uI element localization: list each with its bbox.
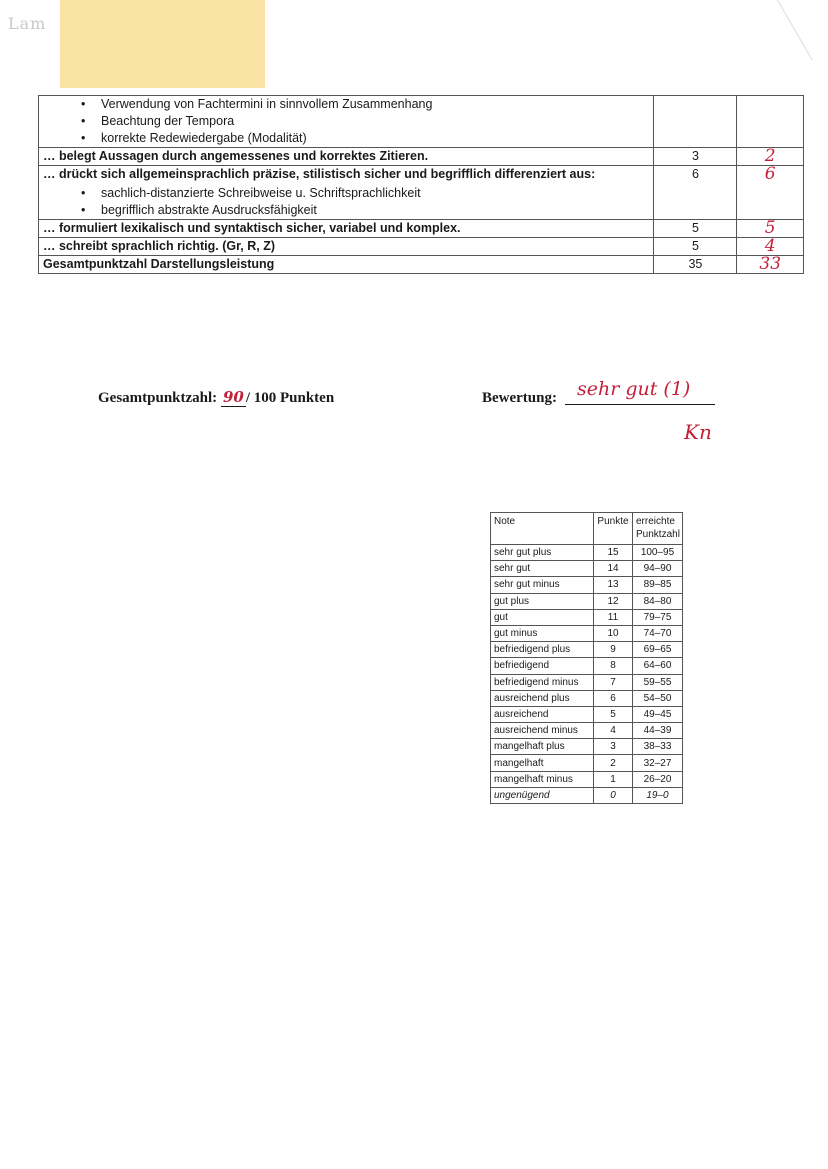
achieved-points-total: 33	[737, 256, 804, 274]
grade-name: gut	[491, 609, 594, 625]
grade-range: 59–55	[633, 674, 683, 690]
header-erreichte-punktzahl: erreichte Punktzahl	[633, 513, 683, 545]
total-label: Gesamtpunktzahl:	[98, 390, 218, 406]
grade-table-row	[491, 690, 683, 706]
grade-table-row	[491, 739, 683, 755]
grade-table-row	[491, 609, 683, 625]
criterion-text: … belegt Aussagen durch angemessenes und korrektes Zitieren.	[39, 148, 654, 166]
criteria-table	[38, 95, 804, 274]
grade-range: 89–85	[633, 577, 683, 593]
max-points: 5	[654, 238, 737, 256]
grade-name: mangelhaft	[491, 755, 594, 771]
max-points: 5	[654, 220, 737, 238]
total-suffix: / 100 Punkten	[245, 390, 335, 406]
grade-range: 84–80	[633, 593, 683, 609]
criteria-row	[39, 220, 804, 238]
grade-table-row	[491, 771, 683, 787]
grade-range: 54–50	[633, 690, 683, 706]
grade-points: 8	[594, 658, 633, 674]
bullet-item: • Verwendung von Fachtermini in sinnvollem Zusammenhang	[81, 96, 649, 113]
grade-points: 0	[594, 787, 633, 803]
grade-points: 11	[594, 609, 633, 625]
grade-table-row	[491, 723, 683, 739]
criteria-total-row	[39, 256, 804, 274]
grade-table-row	[491, 674, 683, 690]
grade-range: 44–39	[633, 723, 683, 739]
bullet-item: • Beachtung der Tempora	[81, 113, 649, 130]
grade-table-row	[491, 755, 683, 771]
grade-table-row	[491, 706, 683, 722]
grade-name: gut plus	[491, 593, 594, 609]
grade-name: sehr gut minus	[491, 577, 594, 593]
grade-points: 2	[594, 755, 633, 771]
grade-name: ungenügend	[491, 787, 594, 803]
rating-label: Bewertung:	[482, 390, 557, 406]
sticky-note	[60, 0, 265, 88]
grade-table-row	[491, 577, 683, 593]
max-points: 3	[654, 148, 737, 166]
grade-range: 26–20	[633, 771, 683, 787]
grade-range: 49–45	[633, 706, 683, 722]
grade-name: ausreichend plus	[491, 690, 594, 706]
grade-points: 5	[594, 706, 633, 722]
paper-fold	[777, 0, 828, 60]
bullet-list	[43, 96, 649, 147]
grade-points: 13	[594, 577, 633, 593]
grade-name: gut minus	[491, 625, 594, 641]
achieved-points: 2	[737, 148, 804, 166]
rating-value: sehr gut (1)	[577, 378, 691, 400]
grade-name: sehr gut	[491, 561, 594, 577]
bullet-item: • begrifflich abstrakte Ausdrucksfähigkeit	[81, 202, 649, 219]
grade-range: 38–33	[633, 739, 683, 755]
grade-points: 6	[594, 690, 633, 706]
grade-range: 69–65	[633, 642, 683, 658]
grade-points: 3	[594, 739, 633, 755]
grade-range: 74–70	[633, 625, 683, 641]
grade-points: 1	[594, 771, 633, 787]
grade-table-row	[491, 561, 683, 577]
criteria-row	[39, 166, 804, 220]
grade-name: befriedigend	[491, 658, 594, 674]
header-punkte: Punkte	[594, 513, 633, 545]
grade-points: 9	[594, 642, 633, 658]
achieved-points: 6	[737, 166, 804, 220]
rating-field	[565, 378, 715, 405]
max-points	[654, 96, 737, 148]
grade-range: 64–60	[633, 658, 683, 674]
criteria-row	[39, 96, 804, 148]
corner-scribble: Lam	[8, 14, 47, 33]
bullet-item: • korrekte Redewiedergabe (Modalität)	[81, 130, 649, 147]
achieved-points: 4	[737, 238, 804, 256]
grade-points: 4	[594, 723, 633, 739]
criterion-total-text: Gesamtpunktzahl Darstellungsleistung	[39, 256, 654, 274]
grade-name: befriedigend minus	[491, 674, 594, 690]
grade-table-row	[491, 787, 683, 803]
total-score-line	[98, 388, 334, 407]
grade-points: 10	[594, 625, 633, 641]
grade-name: sehr gut plus	[491, 545, 594, 561]
bullet-item: • sachlich-distanzierte Schreibweise u. Schriftsprachlichkeit	[81, 185, 649, 202]
achieved-points	[737, 96, 804, 148]
grade-range: 100–95	[633, 545, 683, 561]
grade-name: befriedigend plus	[491, 642, 594, 658]
grade-table-row	[491, 625, 683, 641]
header-note: Note	[491, 513, 594, 545]
total-score: 90	[222, 388, 244, 406]
bullet-list	[43, 185, 649, 219]
grader-initials: Kn	[684, 420, 712, 444]
grade-range: 94–90	[633, 561, 683, 577]
grade-points: 12	[594, 593, 633, 609]
grade-table	[490, 512, 683, 804]
achieved-points: 5	[737, 220, 804, 238]
grade-table-row	[491, 593, 683, 609]
criterion-text: … drückt sich allgemeinsprachlich präzise, stilistisch sicher und begrifflich differenziert aus:	[43, 167, 596, 181]
grade-points: 7	[594, 674, 633, 690]
grade-name: ausreichend minus	[491, 723, 594, 739]
grade-table-row	[491, 658, 683, 674]
grade-table-row	[491, 545, 683, 561]
criteria-row	[39, 148, 804, 166]
criterion-text: … formuliert lexikalisch und syntaktisch sicher, variabel und komplex.	[39, 220, 654, 238]
criteria-row	[39, 238, 804, 256]
grade-range: 32–27	[633, 755, 683, 771]
max-points-total: 35	[654, 256, 737, 274]
grade-points: 14	[594, 561, 633, 577]
criterion-text: … schreibt sprachlich richtig. (Gr, R, Z)	[39, 238, 654, 256]
grade-name: mangelhaft plus	[491, 739, 594, 755]
grade-range: 19–0	[633, 787, 683, 803]
grade-table-header	[491, 513, 683, 545]
grade-range: 79–75	[633, 609, 683, 625]
grade-table-row	[491, 642, 683, 658]
max-points: 6	[654, 166, 737, 220]
grade-name: mangelhaft minus	[491, 771, 594, 787]
grade-points: 15	[594, 545, 633, 561]
grade-name: ausreichend	[491, 706, 594, 722]
